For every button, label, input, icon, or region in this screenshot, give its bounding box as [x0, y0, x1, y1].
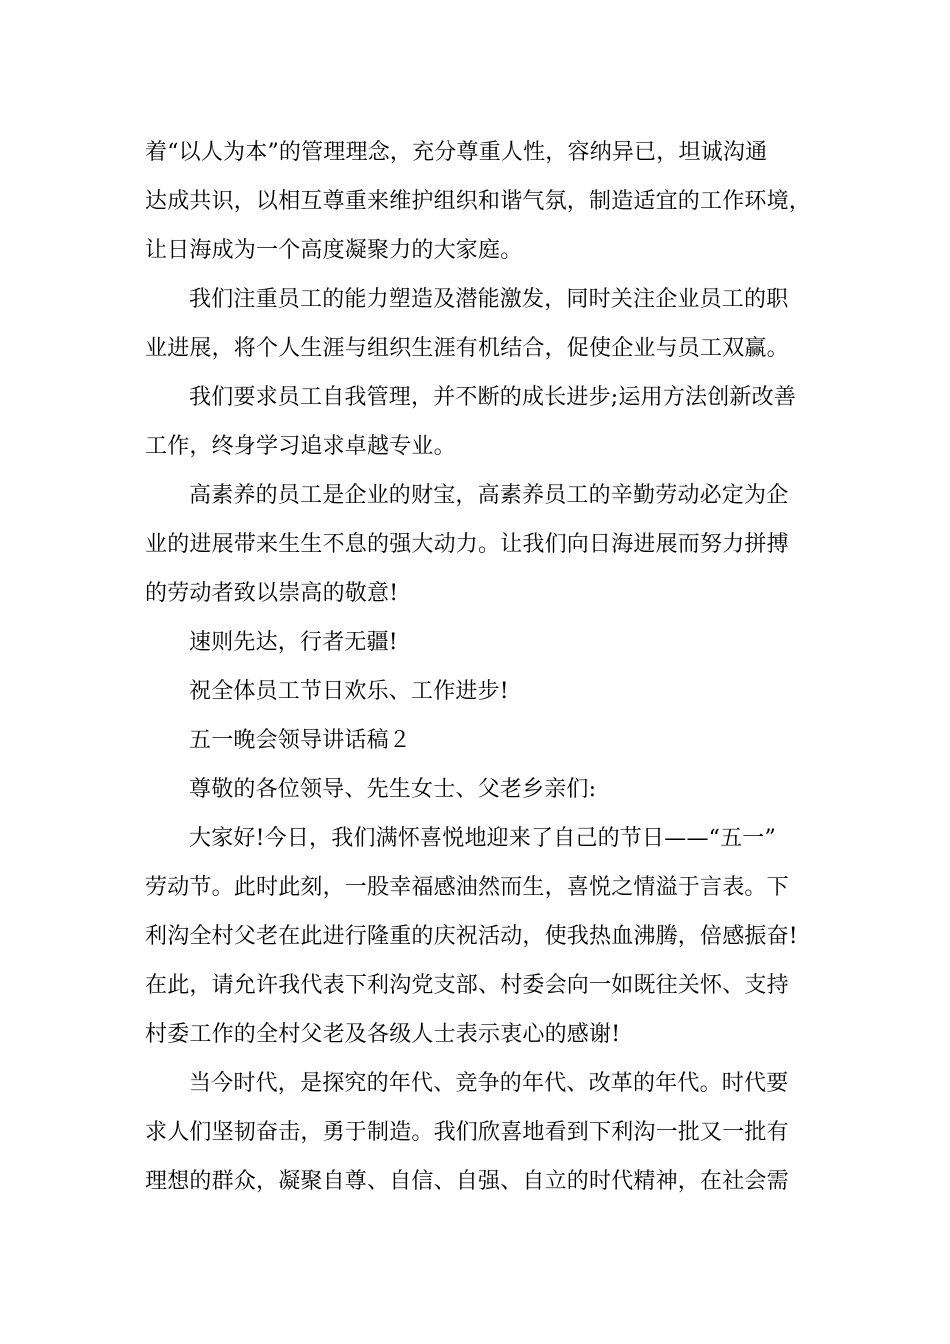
section-heading	[145, 716, 807, 765]
text-line: 业进展，将个人生涯与组织生涯有机结合，促使企业与员工双赢。	[145, 336, 789, 361]
text-line: 让日海成为一个高度凝聚力的大家庭。	[145, 238, 523, 263]
document-body	[145, 128, 812, 1206]
text-line: 五一晚会领导讲话稿２	[189, 728, 412, 753]
paragraph-4	[145, 471, 807, 618]
text-line: 我们要求员工自我管理，并不断的成长进步;运用方法创新改善	[189, 385, 797, 410]
text-line: 尊敬的各位领导、先生女士、父老乡亲们:	[189, 777, 597, 802]
paragraph-2	[145, 275, 807, 373]
paragraph-3	[145, 373, 807, 471]
paragraph-5	[145, 618, 807, 667]
text-line: 的劳动者致以崇高的敬意!	[145, 581, 399, 606]
text-line: 业的进展带来生生不息的强大动力。让我们向日海进展而努力拼搏	[145, 532, 789, 557]
salutation	[145, 765, 807, 814]
text-line: 着“以人为本”的管理理念，充分尊重人性，容纳异已，坦诚沟通	[145, 140, 768, 165]
text-line: 村委工作的全村父老及各级人士表示衷心的感谢!	[145, 1022, 621, 1047]
text-line: 速则先达，行者无疆!	[189, 630, 398, 655]
text-line: 在此，请允许我代表下利沟党支部、村委会向一如既往关怀、支持	[145, 973, 789, 998]
paragraph-10	[145, 1059, 807, 1206]
text-line: 祝全体员工节日欢乐、工作进步!	[189, 679, 509, 704]
text-line: 我们注重员工的能力塑造及潜能激发，同时关注企业员工的职	[189, 287, 789, 312]
paragraph-1	[145, 128, 812, 275]
text-line: 劳动节。此时此刻，一股幸福感油然而生，喜悦之情溢于言表。下	[145, 875, 789, 900]
text-line: 高素养的员工是企业的财宝，高素养员工的辛勤劳动必定为企	[189, 483, 789, 508]
text-line: 当今时代，是探究的年代、竞争的年代、改革的年代。时代要	[189, 1071, 789, 1096]
text-line: 达成共识，以相互尊重来维护组织和谐气氛，制造适宜的工作环境，	[145, 189, 812, 214]
text-line: 利沟全村父老在此进行隆重的庆祝活动，使我热血沸腾，倍感振奋!	[145, 924, 798, 949]
text-line: 求人们坚韧奋击，勇于制造。我们欣喜地看到下利沟一批又一批有	[145, 1120, 789, 1145]
paragraph-9	[145, 814, 807, 1059]
text-line: 工作，终身学习追求卓越专业。	[145, 434, 456, 459]
text-line: 大家好!今日，我们满怀喜悦地迎来了自己的节日——“五一”	[189, 826, 776, 851]
paragraph-6	[145, 667, 807, 716]
text-line: 理想的群众，凝聚自尊、自信、自强、自立的时代精神，在社会需	[145, 1169, 789, 1194]
